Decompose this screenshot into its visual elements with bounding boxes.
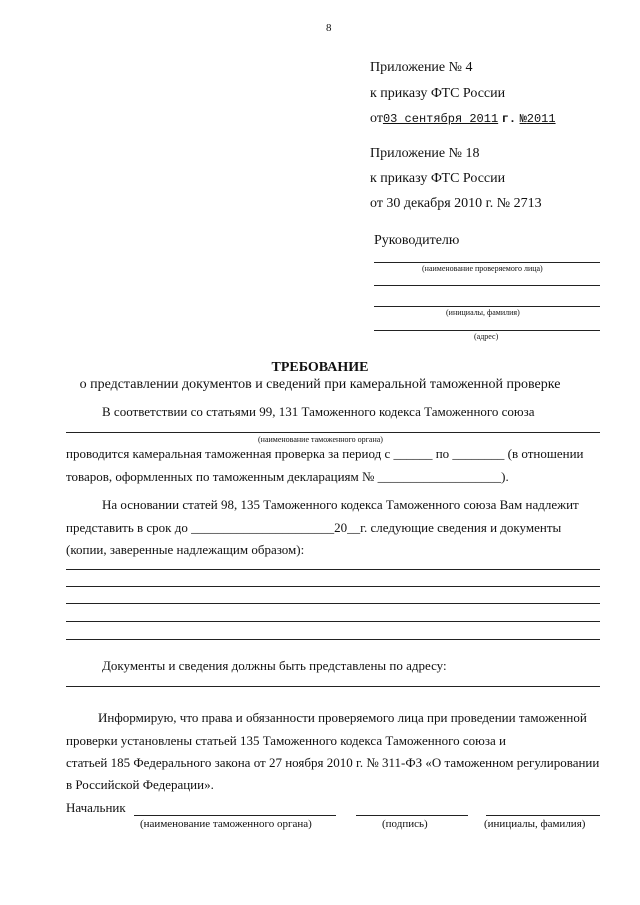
customs-authority-line [66,432,600,433]
documents-line-1 [66,569,600,570]
para2-line2: представить в срок до ______________________20__г. следующие сведения и документы [66,520,562,535]
para1-line3: товаров, оформленных по таможенным декларациям № ___________________). [66,469,509,484]
para4-line3: статьей 185 Федерального закона от 27 ноября 2010 г. № 311-ФЗ «О таможенном регулировании [66,755,600,770]
appendix-4-num-value: 2011 [526,112,556,126]
signature-hint-sign: (подпись) [382,818,428,830]
appendix-4-date-line [370,111,556,127]
addressee-line-entity-2 [374,285,600,286]
para4-line1: Информирую, что права и обязанности проверяемого лица при проведении таможенной [98,710,587,725]
appendix-4-date-value: 03 сентября 2011 [382,112,499,126]
addressee-hint-name: (инициалы, фамилия) [446,308,520,317]
appendix-4-num-sign: № [519,112,527,126]
appendix-4-g: г. [501,112,517,126]
para2-line3: (копии, заверенные надлежащим образом): [66,542,305,557]
para4-line4: в Российской Федерации». [66,777,214,792]
signature-hint-name: (инициалы, фамилия) [484,818,586,830]
addressee-line-entity [374,262,600,263]
document-title: ТРЕБОВАНИЕ [271,360,369,375]
para1-line1: В соответствии со статьями 99, 131 Таможенного кодекса Таможенного союза [102,404,535,419]
documents-line-3 [66,603,600,604]
documents-line-2 [66,586,600,587]
appendix-18-order: к приказу ФТС России [370,171,506,186]
appendix-4-date-prefix: от [370,111,383,126]
addressee-hint-entity: (наименование проверяемого лица) [422,264,543,273]
address-line [66,686,600,687]
addressee-line-name [374,306,600,307]
documents-line-4 [66,621,600,622]
para3-line1: Документы и сведения должны быть представлены по адресу: [102,658,447,673]
signature-line-sign [356,815,468,816]
addressee-hint-address: (адрес) [474,332,499,341]
addressee-head: Руководителю [374,233,460,248]
addressee-line-address [374,330,600,331]
appendix-18-date-line: от 30 декабря 2010 г. № 2713 [370,196,542,211]
document-subtitle: о представлении документов и сведений при камеральной таможенной проверке [79,377,561,392]
para1-line2: проводится камеральная таможенная проверка за период с ______ по ________ (в отношении [66,446,584,461]
signature-line-name [486,815,600,816]
signature-label: Начальник [66,800,126,815]
signature-hint-org: (наименование таможенного органа) [140,818,312,830]
customs-authority-hint: (наименование таможенного органа) [258,435,383,444]
appendix-4-title: Приложение № 4 [370,60,473,75]
signature-line-org [134,815,336,816]
appendix-4-order: к приказу ФТС России [370,86,506,101]
documents-line-5 [66,639,600,640]
appendix-18-title: Приложение № 18 [370,146,480,161]
para2-line1: На основании статей 98, 135 Таможенного кодекса Таможенного союза Вам надлежит [102,497,579,512]
para4-line2: проверки установлены статьей 135 Таможенного кодекса Таможенного союза и [66,733,506,748]
page-number: 8 [326,22,332,34]
